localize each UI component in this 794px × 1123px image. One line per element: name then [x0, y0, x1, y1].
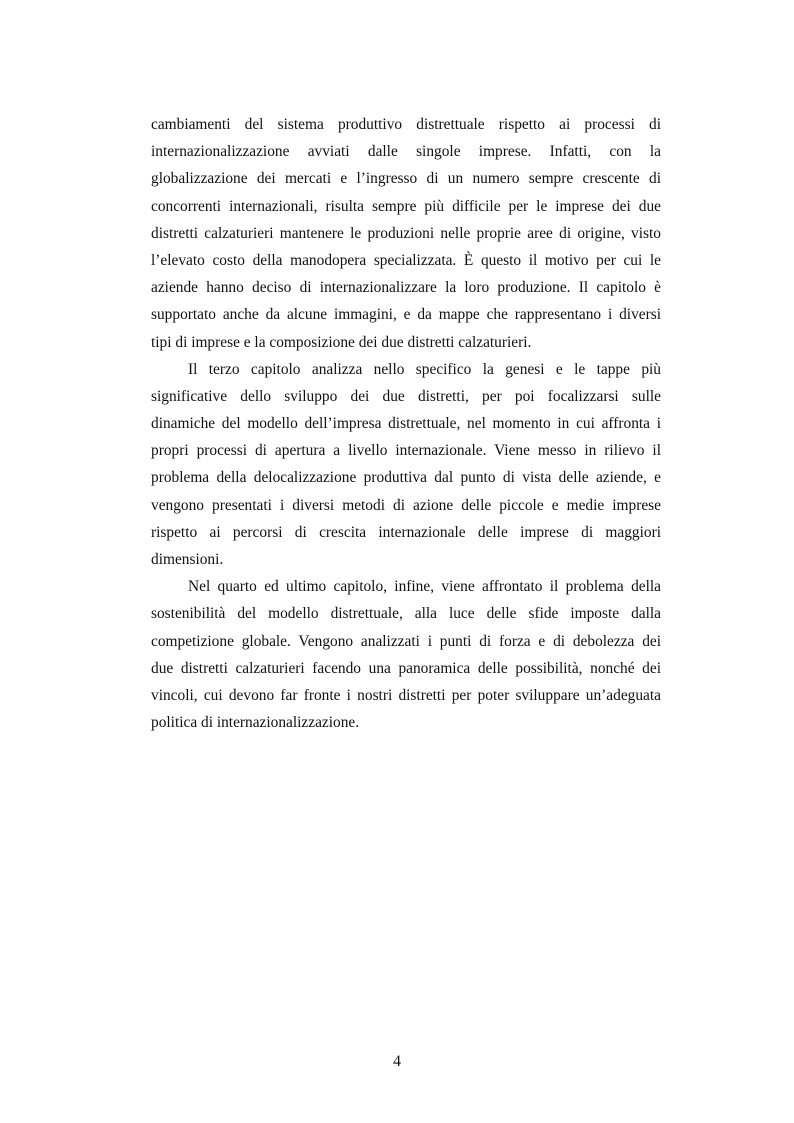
text-line: dinamiche del modello dell’impresa distrettuale, nel momento in cui affronta i [151, 415, 661, 433]
text-line: competizione globale. Vengono analizzati i punti di forza e di debolezza dei [151, 632, 661, 650]
text-line: significative dello sviluppo dei due distretti, per poi focalizzarsi sulle [151, 387, 661, 405]
paragraph-1 [151, 111, 661, 356]
text-line: vincoli, cui devono far fronte i nostri distretti per poter sviluppare un’adeguata [151, 686, 661, 704]
text-line: internazionalizzazione avviati dalle singole imprese. Infatti, con la [151, 143, 661, 161]
text-line: Il terzo capitolo analizza nello specifico la genesi e le tappe più [188, 360, 661, 378]
text-line: propri processi di apertura a livello internazionale. Viene messo in rilievo il [151, 442, 661, 460]
document-body [151, 111, 661, 736]
paragraph-3 [151, 573, 661, 736]
text-line: aziende hanno deciso di internazionalizzare la loro produzione. Il capitolo è [151, 279, 661, 297]
text-line: due distretti calzaturieri facendo una panoramica delle possibilità, nonché dei [151, 659, 661, 677]
text-line: problema della delocalizzazione produttiva dal punto di vista delle aziende, e [151, 469, 661, 487]
text-line: tipi di imprese e la composizione dei due distretti calzaturieri. [151, 333, 532, 351]
text-line: rispetto ai percorsi di crescita internazionale delle imprese di maggiori [151, 523, 661, 541]
text-line: concorrenti internazionali, risulta sempre più difficile per le imprese dei due [151, 197, 661, 215]
text-line: cambiamenti del sistema produttivo distrettuale rispetto ai processi di [151, 116, 661, 133]
text-line: supportato anche da alcune immagini, e da mappe che rappresentano i diversi [151, 306, 661, 324]
text-line: globalizzazione dei mercati e l’ingresso di un numero sempre crescente di [151, 170, 661, 188]
text-line: sostenibilità del modello distrettuale, alla luce delle sfide imposte dalla [151, 605, 661, 623]
paragraph-2 [151, 356, 661, 574]
text-line: distretti calzaturieri mantenere le produzioni nelle proprie aree di origine, visto [151, 224, 661, 242]
text-line: politica di internazionalizzazione. [151, 714, 360, 732]
text-line: vengono presentati i diversi metodi di azione delle piccole e medie imprese [151, 496, 661, 514]
text-line: l’elevato costo della manodopera specializzata. È questo il motivo per cui le [151, 251, 661, 269]
text-line: Nel quarto ed ultimo capitolo, infine, viene affrontato il problema della [188, 578, 661, 596]
page-number: 4 [393, 1053, 401, 1070]
text-line: dimensioni. [151, 551, 224, 568]
